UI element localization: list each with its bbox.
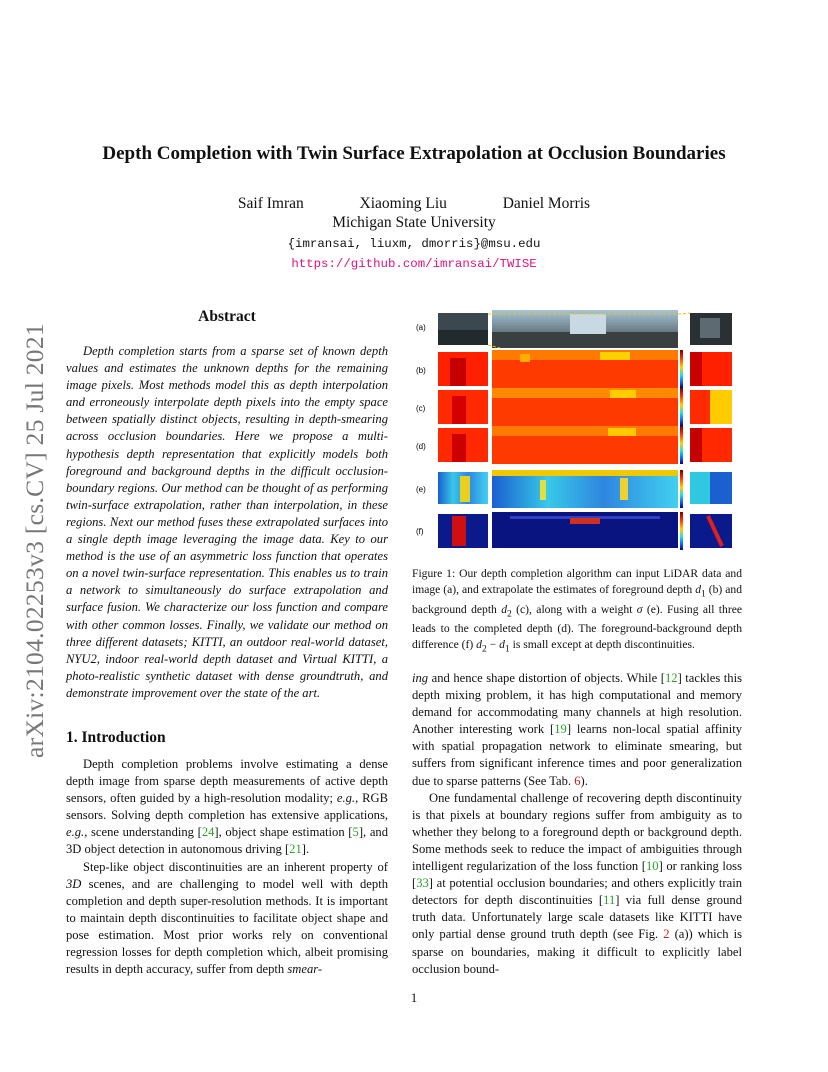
body-paragraph-1: ing and hence shape distortion of objects. While [12] tackles this depth mixing problem, it has high computational and memory demand for accommodating many channels at high resolution. Another interesting work [19] learns non-local spatial affinity with spatial propagation network to eliminate smearing, but suffers from significant inference times and poor generalization due to sparse patterns (See Tab. 6).: [412, 671, 742, 788]
figure-row-e: [438, 470, 732, 508]
figure-row-f: [438, 512, 732, 550]
arxiv-id: arXiv:2104.02253v3 [cs.CV] 25 Jul 2021: [20, 323, 49, 758]
paper-title: Depth Completion with Twin Surface Extrapolation at Occlusion Boundaries: [102, 143, 726, 164]
author-2: Xiaoming Liu: [359, 195, 447, 212]
figure-row-c: [438, 388, 732, 426]
right-column-text: [412, 670, 742, 978]
citation[interactable]: 24: [201, 825, 215, 840]
figure-ref[interactable]: 2: [663, 927, 670, 942]
figure-row-b: [438, 350, 732, 388]
author-3: Daniel Morris: [502, 195, 591, 212]
figure-caption: Figure 1: Our depth completion algorithm can input LiDAR data and image (a), and extrapolate the estimates of foreground depth $d_1$ (b) and background depth $d_2$ (c), along with a weight σ (e). Fusing all three leads to the completed depth (d). The foreground-background depth difference (f) $d_2 - d_1$ is small except at depth discontinuities.: [412, 567, 742, 655]
abstract-heading: Abstract: [198, 308, 256, 325]
citation[interactable]: 19: [554, 722, 567, 737]
intro-paragraph-2: Step-like object discontinuities are an inherent property of 3D scenes, and are challenging to model well with depth completion and depth super-resolution methods. It is important to maintain depth discontinuities to facilitate object shape and pose estimation. Most prior works rely on conventional regression losses for depth completion which, albeit promising results in depth accuracy, suffer from depth smear-: [66, 859, 388, 977]
row-label: (f): [416, 527, 424, 536]
row-label: (a): [416, 323, 426, 332]
row-label: (b): [416, 366, 426, 375]
figure-1-graphic: [410, 310, 740, 555]
author-list: [0, 195, 828, 213]
page-number: 1: [410, 990, 418, 1005]
section-heading: 1. Introduction: [66, 729, 166, 746]
table-ref[interactable]: 6: [574, 773, 581, 788]
citation[interactable]: 10: [645, 859, 659, 874]
row-label: (c): [416, 404, 426, 413]
citation[interactable]: 33: [416, 876, 429, 891]
repo-link[interactable]: https://github.com/imransai/TWISE: [291, 257, 537, 271]
citation[interactable]: 11: [603, 893, 616, 908]
author-1: Saif Imran: [237, 195, 304, 212]
intro-text: [66, 756, 388, 978]
affiliation: Michigan State University: [332, 214, 496, 231]
figure-row-a: [438, 310, 732, 348]
citation[interactable]: 21: [289, 842, 302, 857]
body-paragraph-2: One fundamental challenge of recovering depth discontinuity is that pixels at boundary regions suffer from ambiguity as to whether they belong to a foreground depth or background depth. Some methods seek to reduce the impact of ambiguities through intelligent regularization of the loss function [10] or ranking loss [33] at potential occlusion boundaries; and others explicitly train detectors for depth discontinuities [11] via full dense ground truth data. Unfortunately large scale datasets like KITTI have only partial dense ground truth depth (see Fig. 2 (a)) which is sparse on boundaries, making it difficult to explicitly label occlusion bound-: [412, 790, 743, 976]
arxiv-stamp: [20, 298, 60, 758]
author-emails: {imransai, liuxm, dmorris}@msu.edu: [287, 237, 541, 251]
row-label: (d): [416, 442, 426, 451]
row-label: (e): [416, 485, 426, 494]
intro-paragraph-1: Depth completion problems involve estimating a dense depth image from sparse depth measurements of active depth sensors, often guided by a high-resolution modality; e.g., RGB sensors. Solving depth completion has extensive applications, e.g., scene understanding [24], object shape estimation [5], and 3D object detection in autonomous driving [21].: [66, 757, 388, 857]
citation[interactable]: 5: [352, 825, 359, 840]
citation[interactable]: 12: [664, 671, 678, 685]
figure-row-d: [438, 426, 732, 464]
abstract-text: Depth completion starts from a sparse set of known depth values and estimates the unknown depths for the remaining image pixels. Most methods model this as depth interpolation and erroneously interpolate depth pixels into the empty space between spatially distinct objects, resulting in depth-smearing across occlusion boundaries. Here we propose a multi-hypothesis depth representation that explicitly models both foreground and background depths in the difficult occlusion-boundary regions. Our method can be thought of as performing twin-surface extrapolation, rather than interpolation, in these regions. Next our method fuses these extrapolated surfaces into a single depth image leveraging the image data. Key to our method is the use of an asymmetric loss function that operates on a novel twin-surface representation. This enables us to train a network to simultaneously do surface extrapolation and surface fusion. We characterize our loss function and compare with other common losses. Finally, we validate our method on three different datasets; KITTI, an outdoor real-world dataset, NYU2, indoor real-world depth dataset and Virtual KITTI, a photo-realistic synthetic dataset with dense groundtruth, and demonstrate improvement over the state of the art.: [66, 344, 388, 700]
figure-1: [410, 310, 740, 555]
